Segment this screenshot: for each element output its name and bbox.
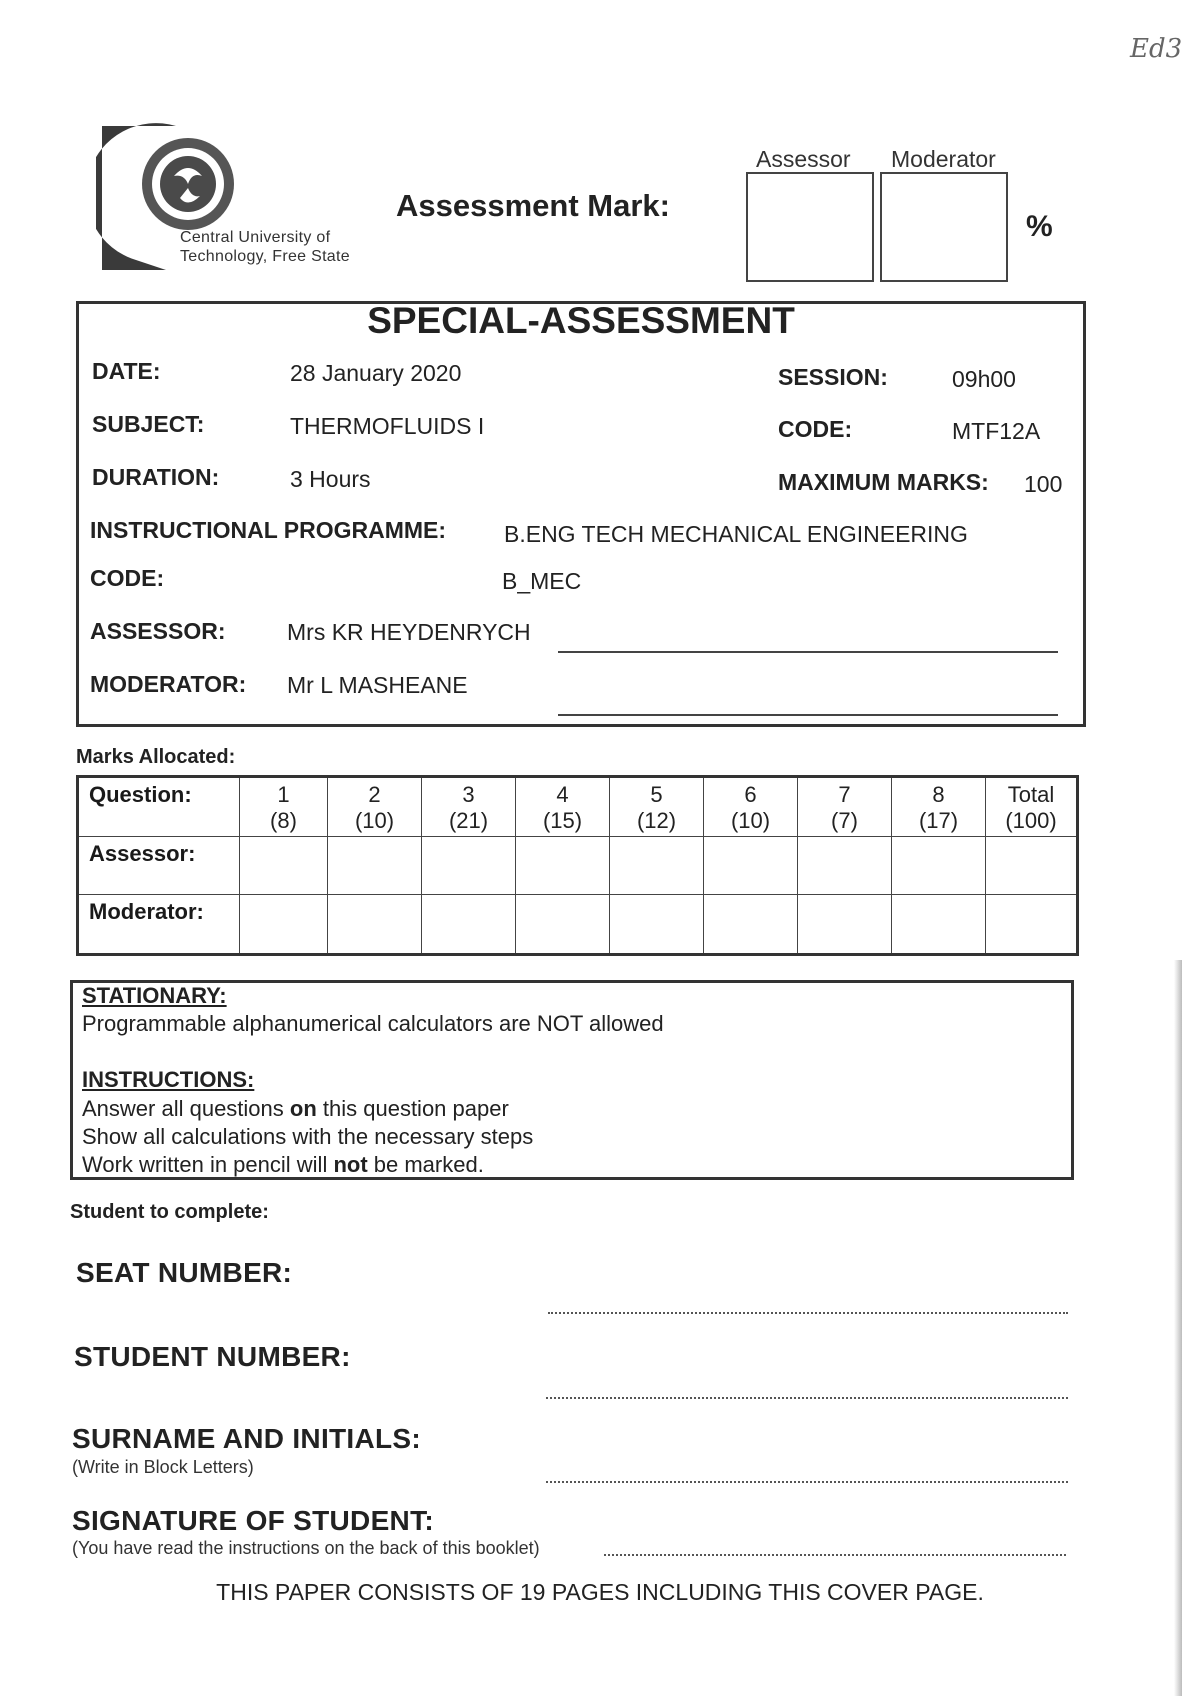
moderator-total-cell[interactable]: [986, 895, 1078, 955]
assessor-total-cell[interactable]: [986, 837, 1078, 895]
page-count-footer: THIS PAPER CONSISTS OF 19 PAGES INCLUDING THIS COVER PAGE.: [216, 1579, 984, 1605]
assessment-title: SPECIAL-ASSESSMENT: [367, 300, 795, 341]
marks-assessor-row: [78, 837, 1078, 895]
moderator-mark-cell[interactable]: [328, 895, 422, 955]
student-number-field[interactable]: [546, 1397, 1068, 1399]
question-marks: (10): [354, 808, 395, 833]
question-cell: [240, 777, 328, 837]
assessor-mark-cell[interactable]: [422, 837, 516, 895]
question-number: 6: [744, 782, 757, 807]
assessor-mark-header: Assessor: [756, 146, 851, 172]
assessor-mark-cell[interactable]: [328, 837, 422, 895]
seat-number-field[interactable]: [548, 1312, 1068, 1314]
total-label: Total: [1007, 782, 1055, 807]
moderator-mark-cell[interactable]: [798, 895, 892, 955]
subject-value: THERMOFLUIDS I: [290, 413, 485, 439]
signature-label: SIGNATURE OF STUDENT:: [72, 1505, 435, 1536]
seat-number-label: SEAT NUMBER:: [76, 1257, 293, 1288]
question-cell: [516, 777, 610, 837]
assessor-row-label: Assessor:: [78, 837, 240, 895]
marks-question-row: [78, 777, 1078, 837]
moderator-mark-box[interactable]: [880, 172, 1008, 282]
instruction-line-1-emphasis: on: [289, 1096, 317, 1121]
assessor-value: Mrs KR HEYDENRYCH: [287, 619, 531, 645]
marks-allocated-caption: Marks Allocated:: [76, 746, 236, 768]
subject-label: SUBJECT:: [92, 411, 205, 437]
surname-field[interactable]: [546, 1481, 1068, 1483]
question-cell: [328, 777, 422, 837]
assessor-label: ASSESSOR:: [90, 618, 226, 644]
total-marks: (100): [1005, 808, 1057, 833]
assessment-info-box: [76, 301, 1086, 727]
code-label: CODE:: [778, 416, 853, 442]
university-name-line1: Central University of: [180, 229, 331, 246]
corner-handwritten-note: Ed3: [1130, 34, 1183, 64]
student-number-label: STUDENT NUMBER:: [74, 1341, 351, 1372]
question-number: 3: [462, 782, 475, 807]
instruction-line-3-start: Work written in pencil will: [82, 1152, 334, 1177]
instruction-line-3-emphasis: not: [333, 1152, 368, 1177]
signature-note: (You have read the instructions on the back of this booklet): [72, 1538, 540, 1558]
question-marks: (21): [448, 808, 489, 833]
surname-note: (Write in Block Letters): [72, 1457, 254, 1477]
question-cell: [892, 777, 986, 837]
moderator-mark-cell[interactable]: [892, 895, 986, 955]
instruction-line-3: [82, 1152, 484, 1178]
question-cell: [798, 777, 892, 837]
question-number: 4: [556, 782, 569, 807]
assessor-mark-cell[interactable]: [516, 837, 610, 895]
assessor-signature-line[interactable]: [558, 651, 1058, 653]
max-marks-value: 100: [1024, 471, 1063, 497]
instruction-line-1-end: this question paper: [316, 1096, 509, 1121]
question-cell: [704, 777, 798, 837]
programme-code-label: CODE:: [90, 565, 165, 591]
stationary-text: Programmable alphanumerical calculators are NOT allowed: [82, 1011, 664, 1036]
max-marks-label: MAXIMUM MARKS:: [778, 469, 989, 495]
moderator-label: MODERATOR:: [90, 671, 247, 697]
moderator-signature-line[interactable]: [558, 714, 1058, 716]
moderator-value: Mr L MASHEANE: [287, 672, 468, 698]
duration-label: DURATION:: [92, 464, 220, 490]
university-name-line2: Technology, Free State: [180, 248, 350, 265]
question-number: 5: [650, 782, 663, 807]
question-number: 7: [838, 782, 851, 807]
moderator-mark-cell[interactable]: [516, 895, 610, 955]
date-value: 28 January 2020: [290, 360, 462, 386]
question-row-label: Question:: [78, 777, 240, 837]
marks-moderator-row: [78, 895, 1078, 955]
question-marks: (10): [730, 808, 771, 833]
question-marks: (8): [270, 808, 297, 833]
code-value: MTF12A: [952, 418, 1041, 444]
question-marks: (7): [831, 808, 858, 833]
question-number: 8: [932, 782, 945, 807]
assessor-mark-cell[interactable]: [798, 837, 892, 895]
session-label: SESSION:: [778, 364, 888, 390]
programme-code-value: B_MEC: [502, 568, 582, 594]
instruction-line-3-end: be marked.: [367, 1152, 484, 1177]
moderator-row-label: Moderator:: [78, 895, 240, 955]
instruction-line-1: [82, 1096, 509, 1122]
question-number: 2: [368, 782, 381, 807]
scan-edge-shadow: [1174, 960, 1182, 1696]
moderator-mark-cell[interactable]: [422, 895, 516, 955]
instruction-line-2: Show all calculations with the necessary steps: [82, 1124, 534, 1149]
question-cell: [422, 777, 516, 837]
signature-field[interactable]: [604, 1554, 1066, 1556]
percent-sign: %: [1026, 210, 1053, 243]
session-value: 09h00: [952, 366, 1016, 392]
question-marks: (12): [636, 808, 677, 833]
moderator-mark-cell[interactable]: [240, 895, 328, 955]
date-label: DATE:: [92, 358, 161, 384]
instruction-line-1-start: Answer all questions: [82, 1096, 290, 1121]
question-number: 1: [277, 782, 290, 807]
university-name: [180, 228, 350, 266]
assessor-mark-box[interactable]: [746, 172, 874, 282]
programme-label: INSTRUCTIONAL PROGRAMME:: [90, 517, 447, 543]
moderator-mark-cell[interactable]: [610, 895, 704, 955]
assessment-mark-label: Assessment Mark:: [396, 188, 670, 223]
duration-value: 3 Hours: [290, 466, 371, 492]
student-section-heading: Student to complete:: [70, 1201, 269, 1223]
moderator-mark-header: Moderator: [891, 146, 996, 172]
question-cell: [610, 777, 704, 837]
moderator-mark-cell[interactable]: [704, 895, 798, 955]
instructions-heading: INSTRUCTIONS:: [82, 1067, 255, 1092]
surname-label: SURNAME AND INITIALS:: [72, 1423, 422, 1454]
question-marks: (17): [918, 808, 959, 833]
assessor-mark-cell[interactable]: [704, 837, 798, 895]
marks-allocated-table: [76, 775, 1079, 956]
total-cell: [986, 777, 1078, 837]
assessor-mark-cell[interactable]: [240, 837, 328, 895]
question-marks: (15): [542, 808, 583, 833]
programme-value: B.ENG TECH MECHANICAL ENGINEERING: [504, 521, 968, 547]
assessor-mark-cell[interactable]: [610, 837, 704, 895]
stationary-heading: STATIONARY:: [82, 983, 227, 1008]
assessor-mark-cell[interactable]: [892, 837, 986, 895]
